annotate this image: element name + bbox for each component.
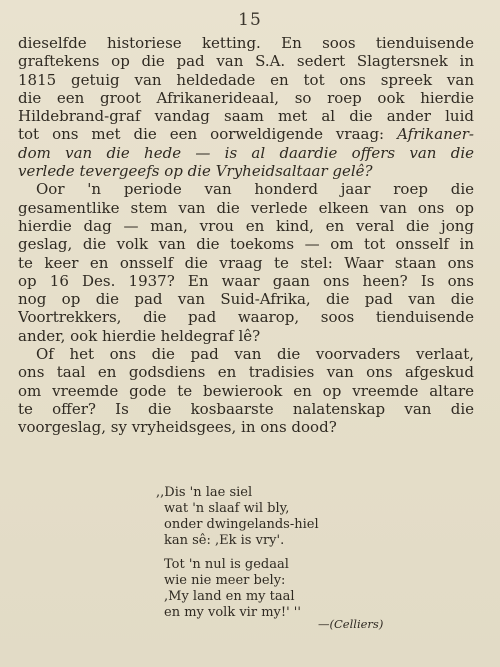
body-text [18, 34, 474, 437]
text-line-italic: dom van die hede — is al daardie offers van die [18, 143, 474, 162]
text-line: dieselfde historiese ketting. En soos tienduisende [18, 34, 474, 52]
text-line: hierdie dag — man, vrou en kind, en veral die jong [18, 216, 474, 235]
poem-line: ,,Dis 'n lae siel [156, 485, 253, 500]
poem-attribution: —(Celliers) [318, 617, 384, 631]
question-lead: tot ons met die een oorweldigende vraag: [18, 125, 398, 144]
text-line: gesamentlike stem van die verlede elkeen van ons op [18, 198, 474, 217]
poem [156, 485, 436, 621]
page-number: 15 [238, 10, 262, 30]
text-line: graftekens op die pad van S.A. sedert Slagtersnek in [18, 52, 474, 71]
text-line: op 16 Des. 1937? En waar gaan ons heen? Is ons [18, 271, 474, 290]
text-line: Oor 'n periode van honderd jaar roep die [36, 180, 474, 199]
text-line: om vreemde gode te bewierook en op vreemde altare [18, 381, 474, 400]
poem-line: ,My land en my taal [164, 589, 295, 604]
text-line: voorgeslag, sy vryheidsgees, in ons dood? [18, 418, 337, 437]
text-line: te keer en onsself die vraag te stel: Waar staan ons [18, 253, 474, 272]
poem-line: wat 'n slaaf wil bly, [164, 501, 290, 516]
text-line: die een groot Afrikanerideaal, so roep ook hierdie [18, 88, 474, 107]
text-line: Hildebrand-graf vandag saam met al die ander luid [18, 107, 474, 126]
text-line: Of het ons die pad van die voorvaders verlaat, [36, 345, 474, 364]
poem-line: onder dwingelands-hiel [164, 517, 319, 532]
poem-line: Tot 'n nul is gedaal [164, 557, 289, 572]
text-line: ons taal en godsdiens en tradisies van ons afgeskud [18, 363, 474, 382]
text-line: Voortrekkers, die pad waarop, soos tienduisende [18, 308, 474, 327]
poem-line: kan sê: ,Ek is vry'. [164, 533, 285, 548]
text-line: te offer? Is die kosbaarste nalatenskap van die [18, 399, 474, 418]
text-line: ander, ook hierdie heldegraf lê? [18, 326, 261, 345]
poem-line: en my volk vir my!' '' [164, 605, 301, 620]
question-emphasis: Afrikaner- [397, 125, 474, 144]
poem-line: wie nie meer bely: [164, 573, 286, 588]
text-line-question [18, 125, 474, 143]
text-line-italic: verlede tevergeefs op die Vryheidsaltaar gelê? [18, 162, 373, 181]
text-line: nog op die pad van Suid-Afrika, die pad van die [18, 290, 474, 309]
stanza-gap [156, 549, 436, 557]
text-line: geslag, die volk van die toekoms — om tot onsself in [18, 235, 474, 254]
text-line: 1815 getuig van heldedade en tot ons spreek van [18, 70, 474, 89]
